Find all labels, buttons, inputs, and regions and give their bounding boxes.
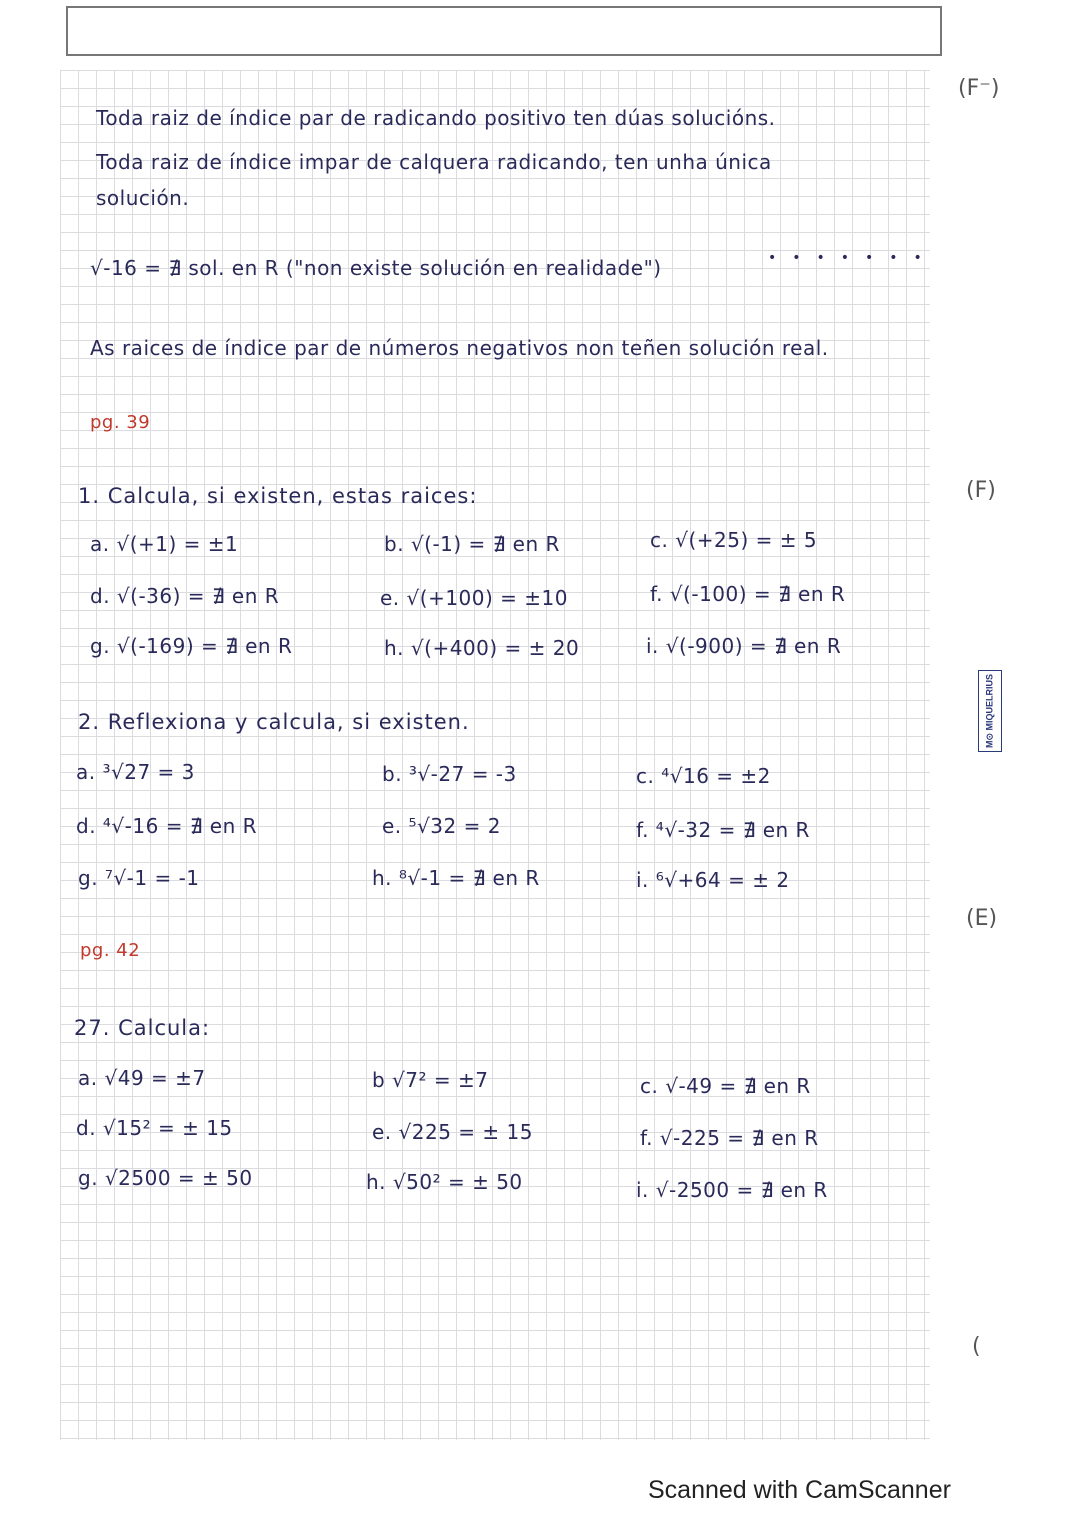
dots-decoration: ••••••• [768, 250, 938, 266]
note-line-3: solución. [96, 186, 190, 210]
ex2-a: a. ³√27 = 3 [76, 760, 195, 784]
note-line-1: Toda raiz de índice par de radicando positivo ten dúas solucións. [96, 106, 776, 130]
ex27-b: b √7² = ±7 [372, 1068, 489, 1092]
ex2-c: c. ⁴√16 = ±2 [636, 764, 771, 788]
ex2-f: f. ⁴√-32 = ∄ en R [636, 818, 810, 842]
scanner-watermark: Scanned with CamScanner [648, 1476, 951, 1504]
ex2-h: h. ⁸√-1 = ∄ en R [372, 866, 540, 890]
exercise-2-title: 2. Reflexiona y calcula, si existen. [78, 710, 470, 734]
ex27-g: g. √2500 = ± 50 [78, 1166, 253, 1190]
exercise-27-title: 27. Calcula: [74, 1016, 211, 1040]
ex2-b: b. ³√-27 = -3 [382, 762, 517, 786]
note-line-4: √-16 = ∄ sol. en R ("non existe solución en realidade") [90, 256, 662, 280]
ex27-i: i. √-2500 = ∄ en R [636, 1178, 828, 1202]
ex1-h: h. √(+400) = ± 20 [384, 636, 580, 660]
ex1-e: e. √(+100) = ±10 [380, 586, 568, 610]
ex27-e: e. √225 = ± 15 [372, 1120, 533, 1144]
note-line-5: As raices de índice par de números negativos non teñen solución real. [90, 336, 829, 360]
ex2-d: d. ⁴√-16 = ∄ en R [76, 814, 258, 838]
header-box [66, 6, 942, 56]
ex2-i: i. ⁶√+64 = ± 2 [636, 868, 790, 892]
brand-label [978, 670, 1002, 752]
ex27-c: c. √-49 = ∄ en R [640, 1074, 811, 1098]
exercise-1-title: 1. Calcula, si existen, estas raices: [78, 484, 478, 508]
ex1-g: g. √(-169) = ∄ en R [90, 634, 293, 658]
note-line-2: Toda raiz de índice impar de calquera radicando, ten unha única [96, 150, 772, 174]
brand-text: M⊙ MIQUELRIUS [984, 673, 995, 749]
margin-mark-3: (E) [966, 906, 998, 931]
ex27-h: h. √50² = ± 50 [366, 1170, 523, 1194]
ex27-f: f. √-225 = ∄ en R [640, 1126, 819, 1150]
margin-mark-2: (F) [966, 478, 996, 503]
ex27-a: a. √49 = ±7 [78, 1066, 206, 1090]
margin-mark-1: (F⁻) [958, 76, 1000, 101]
ex2-e: e. ⁵√32 = 2 [382, 814, 501, 838]
ex1-a: a. √(+1) = ±1 [90, 532, 239, 556]
ex1-f: f. √(-100) = ∄ en R [650, 582, 846, 606]
ex27-d: d. √15² = ± 15 [76, 1116, 233, 1140]
ex1-c: c. √(+25) = ± 5 [650, 528, 818, 552]
ex1-i: i. √(-900) = ∄ en R [646, 634, 842, 658]
ex1-b: b. √(-1) = ∄ en R [384, 532, 560, 556]
ex1-d: d. √(-36) = ∄ en R [90, 584, 280, 608]
page-ref-42: pg. 42 [80, 940, 141, 961]
margin-mark-4: ( [972, 1334, 981, 1359]
page-ref-39: pg. 39 [90, 412, 151, 433]
ex2-g: g. ⁷√-1 = -1 [78, 866, 200, 890]
